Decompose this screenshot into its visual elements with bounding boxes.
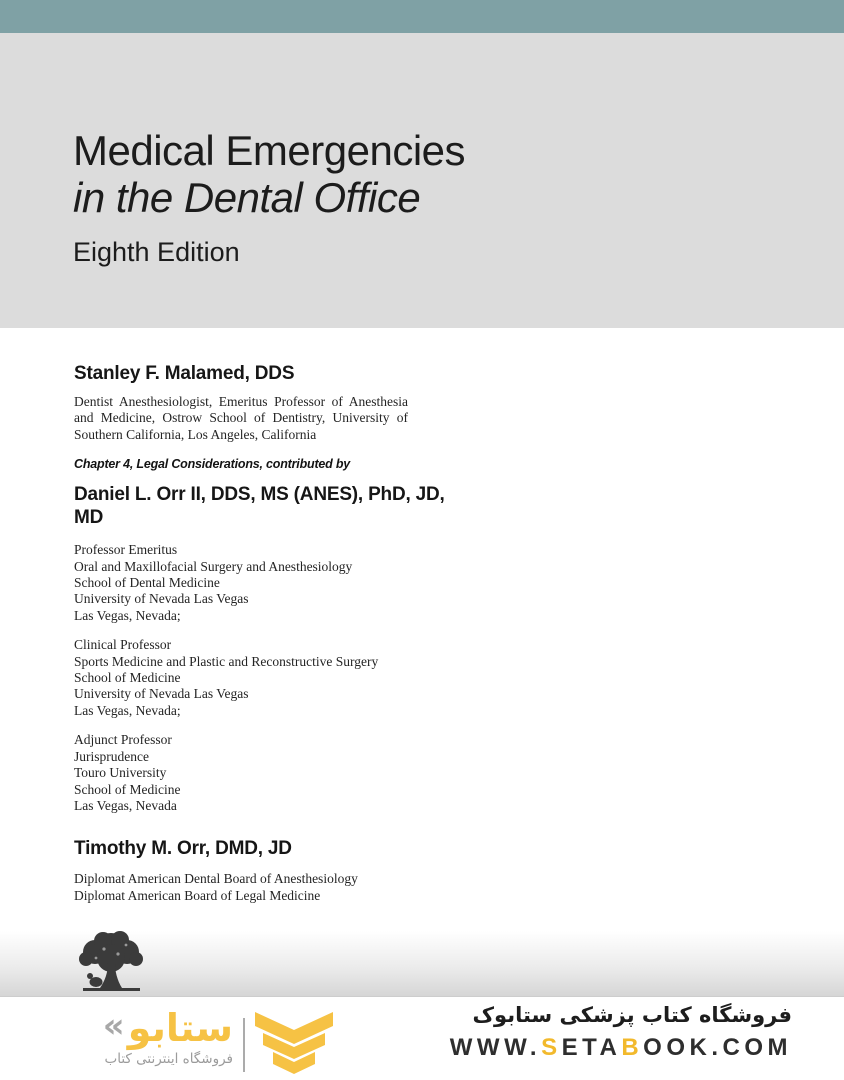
setabook-logo	[70, 1005, 233, 1067]
url-segment: OOK.COM	[643, 1034, 792, 1061]
url-segment-accent-s: S	[541, 1034, 562, 1061]
elsevier-tree-logo	[74, 931, 148, 993]
publisher-band	[0, 931, 844, 997]
text-line: Clinical Professor	[74, 637, 172, 653]
url-segment-accent-b: B	[621, 1034, 644, 1061]
book-title-line2: in the Dental Office	[73, 174, 421, 221]
text-line: Sports Medicine and Plastic and Reconstructive Surgery	[74, 653, 379, 669]
text-line: Jurisprudence	[74, 748, 149, 764]
text-line: School of Medicine	[74, 781, 181, 797]
contributors-section	[74, 362, 445, 904]
setabook-wordmark	[70, 1005, 233, 1050]
timothy-orr-credentials	[74, 871, 419, 904]
text-line: University of Nevada Las Vegas	[74, 591, 249, 607]
setabook-footer	[0, 998, 844, 1080]
setabook-wordmark-text: ستابو	[127, 1006, 233, 1050]
store-text-group	[450, 1003, 792, 1062]
url-segment: WWW.	[449, 1034, 542, 1061]
text-line: School of Medicine	[74, 670, 181, 686]
text-line: Las Vegas, Nevada;	[74, 702, 181, 718]
book-title	[73, 127, 844, 221]
setabook-chevron-icon	[254, 1010, 334, 1080]
text-line: Professor Emeritus	[74, 542, 178, 558]
text-line: Las Vegas, Nevada;	[74, 607, 181, 623]
logo-divider	[243, 1018, 245, 1072]
text-line: Diplomat American Board of Legal Medicine	[74, 887, 321, 903]
contribution-note: Chapter 4, Legal Considerations, contributed by	[74, 457, 351, 472]
daniel-orr-position-2	[74, 637, 419, 719]
text-line: Adjunct Professor	[74, 732, 172, 748]
text-line: School of Dental Medicine	[74, 575, 220, 591]
author-affiliation-malamed: Dentist Anesthesiologist, Emeritus Professor of Anesthesia and Medicine, Ostrow School of Dentistry, University of Southern California, Los Angeles, California	[74, 394, 408, 442]
kaf-chevron-mark: «	[102, 1005, 125, 1046]
text-line: Las Vegas, Nevada	[74, 797, 177, 813]
website-url	[450, 1034, 792, 1062]
edition-label: Eighth Edition	[73, 237, 240, 267]
text-line: Oral and Maxillofacial Surgery and Anesthesiology	[74, 558, 353, 574]
author-name-timothy-orr: Timothy M. Orr, DMD, JD	[74, 838, 292, 860]
text-line: Diplomat American Dental Board of Anesthesiology	[74, 871, 358, 887]
top-accent-bar	[0, 0, 844, 33]
daniel-orr-position-1	[74, 542, 419, 624]
daniel-orr-position-3	[74, 732, 419, 814]
author-name-daniel-orr: Daniel L. Orr II, DDS, MS (ANES), PhD, JD, MD	[74, 484, 445, 529]
store-name-line: فروشگاه کتاب پزشکی ستابوک	[472, 1003, 792, 1027]
text-line: Touro University	[74, 765, 167, 781]
book-title-line1: Medical Emergencies	[73, 127, 466, 174]
author-name-malamed: Stanley F. Malamed, DDS	[74, 363, 295, 384]
url-segment: ETA	[561, 1034, 622, 1061]
setabook-tagline: فروشگاه اینترنتی کتاب	[104, 1050, 233, 1067]
text-line: University of Nevada Las Vegas	[74, 686, 249, 702]
title-panel	[0, 33, 844, 328]
